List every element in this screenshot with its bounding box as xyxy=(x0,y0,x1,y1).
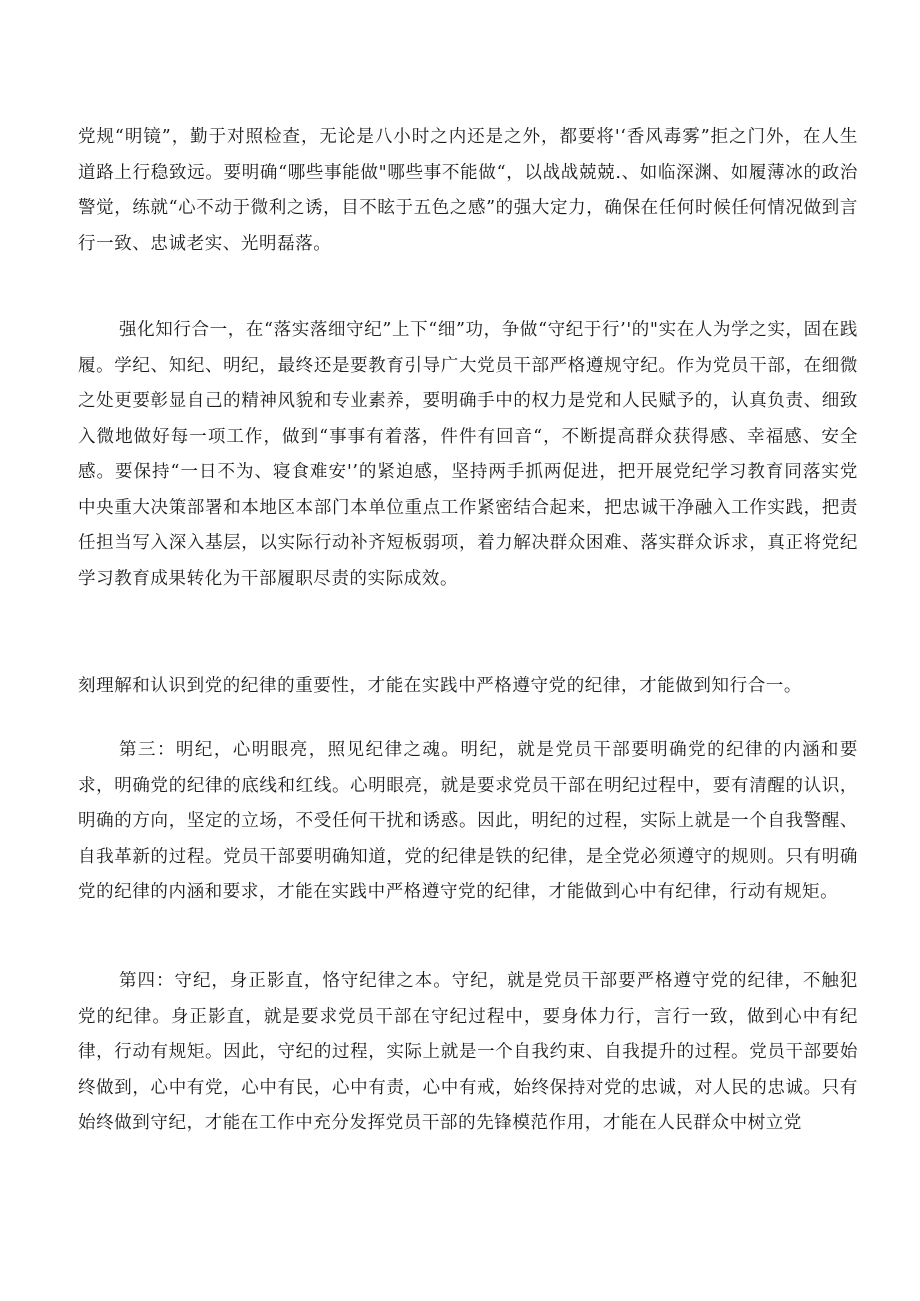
paragraph-fragment-understanding: 刻理解和认识到党的纪律的重要性，才能在实践中严格遵守党的纪律，才能做到知行合一。 xyxy=(78,676,802,696)
paragraph-fourth-keep-discipline: 第四：守纪，身正影直，恪守纪律之本。守纪，就是党员干部要严格遵守党的纪律，不触犯党的纪律。身正影直，就是要求党员干部在守纪过程中，要身体力行，言行一致，做到心中有纪律，行动有规矩。因此，守纪的过程，实际上就是一个自我约束、自我提升的过程。党员干部要始终做到，心中有党，心中有民，心中有责，心中有戒，始终保持对党的忠诚，对人民的忠诚。只有始终做到守纪，才能在工作中充分发挥党员干部的先锋模范作用，才能在人民群众中树立党 xyxy=(78,971,858,1133)
paragraph-continuation-mirror: 党规“明镜”，勤于对照检查，无论是八小时之内还是之外，都要将'‘香风毒雾”拒之门外，在人生道路上行稳致远。要明确“哪些事能做"哪些事不能做“，以战战兢兢.、如临深渊、如履薄冰的政治警觉，练就“心不动于微利之诱，目不眩于五色之感”的强大定力，确保在任何时候任何情况做到言行一致、忠诚老实、光明磊落。 xyxy=(78,127,858,254)
paragraph-unity-of-knowledge-and-action: 强化知行合一，在“落实落细守纪”上下“细”功，争做“守纪于行’'的"实在人为学之实，固在践履。学纪、知纪、明纪，最终还是要教育引导广大党员干部严格遵规守纪。作为党员干部，在细微之处更要彰显自己的精神风貌和专业素养，要明确手中的权力是党和人民赋予的，认真负责、细致入微地做好每一项工作，做到“事事有着落，件件有回音“，不断提高群众获得感、幸福感、安全感。要保持“一日不为、寝食难安'’的紧迫感，坚持两手抓两促进，把开展党纪学习教育同落实党中央重大决策部署和本地区本部门本单位重点工作紧密结合起来，把忠诚干净融入工作实践，把责任担当写入深入基层，以实际行动补齐短板弱项，着力解决群众困难、落实群众诉求，真正将党纪学习教育成果转化为干部履职尽责的实际成效。 xyxy=(78,320,858,589)
paragraph-third-understand-discipline: 第三：明纪，心明眼亮，照见纪律之魂。明纪，就是党员干部要明确党的纪律的内涵和要求，明确党的纪律的底线和红线。心明眼亮，就是要求党员干部在明纪过程中，要有清醒的认识，明确的方向，坚定的立场，不受任何干扰和诱惑。因此，明纪的过程，实际上就是一个自我警醒、自我革新的过程。党员干部要明确知道，党的纪律是铁的纪律，是全党必须遵守的规则。只有明确党的纪律的内涵和要求，才能在实践中严格遵守党的纪律，才能做到心中有纪律，行动有规矩。 xyxy=(78,740,858,902)
